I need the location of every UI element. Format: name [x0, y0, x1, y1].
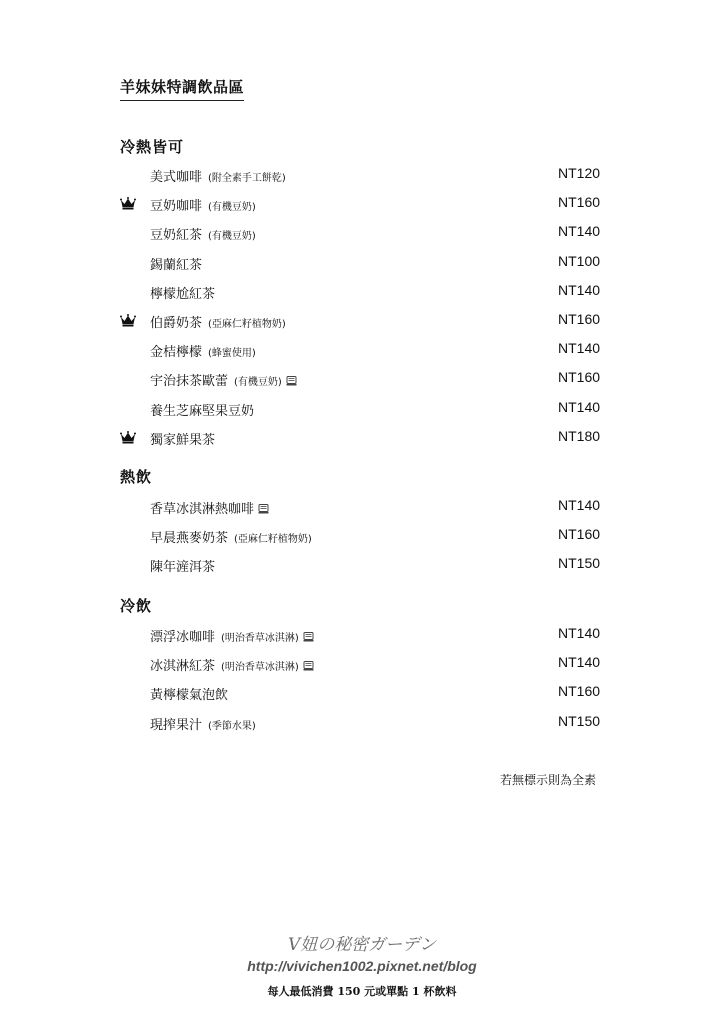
crown-icon	[120, 195, 136, 208]
menu-item-note: (亞麻仁籽植物奶)	[208, 319, 286, 330]
menu-item-note: (附全素手工餅乾)	[208, 173, 286, 184]
menu-item	[0, 163, 724, 187]
menu-item-name-group	[150, 166, 286, 185]
menu-item-price: NT140	[558, 340, 601, 357]
menu-item	[0, 221, 724, 245]
dessert-icon	[286, 375, 297, 385]
menu-item-price: NT140	[558, 223, 601, 240]
menu-item-price: NT140	[558, 497, 601, 513]
menu-item-name-group	[150, 254, 202, 273]
menu-item	[0, 426, 724, 450]
menu-item-name: 美式咖啡	[150, 170, 203, 185]
menu-item-name-group	[150, 429, 215, 448]
dessert-icon	[303, 660, 314, 670]
menu-item-price: NT160	[558, 311, 601, 327]
menu-item-name: 獨家鮮果茶	[150, 432, 216, 448]
menu-item-price: NT140	[558, 281, 601, 298]
crown-icon	[120, 312, 136, 325]
menu-item-name: 早晨燕麥奶茶	[150, 531, 229, 547]
menu-item-name: 錫蘭紅茶	[150, 257, 203, 273]
menu-item-name: 黃檸檬氣泡飲	[150, 688, 229, 704]
menu-item-name: 金桔檸檬	[150, 345, 203, 361]
menu-item-price: NT140	[558, 625, 601, 641]
menu-item-name-group	[150, 498, 269, 517]
minimum-spend-note: 每人最低消費 150 元或單點 1 杯飲料	[267, 985, 457, 998]
menu-item-name-group	[150, 556, 215, 575]
menu-item-name-group	[150, 312, 286, 331]
watermark-url: http://vivichen1002.pixnet.net/blog	[247, 958, 477, 974]
menu-item-name: 豆奶紅茶	[150, 228, 203, 244]
menu-item-name-group	[150, 714, 256, 733]
dessert-icon	[258, 503, 269, 513]
menu-item	[0, 338, 724, 362]
menu-item-note: (亞麻仁籽植物奶)	[234, 534, 312, 546]
menu-item-name-group	[150, 626, 314, 645]
menu-item	[0, 524, 724, 548]
menu-item-name-group	[150, 283, 215, 302]
menu-item	[0, 652, 724, 676]
menu-item-name: 宇治抹茶歐蕾	[150, 374, 229, 390]
page-title: 羊妹妹特調飲品區	[120, 76, 244, 101]
menu-item-name: 養生芝麻堅果豆奶	[150, 403, 255, 419]
menu-item-price: NT180	[558, 427, 601, 444]
menu-item-name-group	[150, 370, 297, 389]
menu-item-name-group	[150, 341, 256, 360]
watermark-title: V妞の秘密ガーデン	[288, 935, 436, 955]
menu-item	[0, 309, 724, 333]
menu-item-note: (有機豆奶)	[208, 231, 256, 243]
menu-item	[0, 280, 724, 304]
menu-item	[0, 251, 724, 275]
menu-item-price: NT160	[558, 683, 601, 700]
dessert-icon	[303, 631, 314, 641]
menu-item-name: 香草冰淇淋熱咖啡	[150, 502, 255, 517]
menu-item-name-group	[150, 195, 256, 214]
menu-item-price: NT140	[558, 398, 601, 415]
menu-item-price: NT150	[558, 712, 601, 729]
menu-item-note: (明治香草冰淇淋)	[221, 662, 299, 674]
menu-item	[0, 495, 724, 519]
menu-item-name: 冰淇淋紅茶	[150, 659, 216, 675]
menu-item-price: NT160	[558, 194, 601, 211]
section-heading: 熱飲	[120, 468, 153, 486]
menu-item-note: (明治香草冰淇淋)	[221, 633, 299, 644]
menu-item-name-group	[150, 684, 228, 703]
menu-item-name-group	[150, 224, 256, 243]
menu-item-note: (有機豆奶)	[208, 202, 256, 214]
menu-item	[0, 192, 724, 216]
menu-item-name: 豆奶咖啡	[150, 199, 203, 215]
menu-item-name-group	[150, 527, 312, 546]
menu-item	[0, 681, 724, 705]
crown-icon	[120, 429, 136, 442]
menu-item	[0, 711, 724, 735]
menu-item-price: NT160	[558, 369, 601, 386]
menu-item-name: 現搾果汁	[150, 717, 203, 733]
menu-item	[0, 623, 724, 647]
menu-item-note: (季節水果)	[208, 720, 256, 732]
menu-item-name: 陳年滻洱茶	[150, 560, 216, 576]
menu-item-note: (蜂蜜使用)	[208, 348, 256, 360]
menu-item-note: (有機豆奶)	[234, 377, 282, 389]
section-heading: 冷熱皆可	[120, 138, 185, 156]
menu-item	[0, 367, 724, 391]
menu-item-name: 伯爵奶茶	[150, 316, 203, 331]
menu-item	[0, 397, 724, 421]
vegan-footnote: 若無標示則為全素	[500, 773, 597, 787]
menu-item-name-group	[150, 655, 314, 674]
menu-item-name: 檸檬尬紅茶	[150, 286, 216, 302]
menu-item	[0, 553, 724, 577]
menu-item-name-group	[150, 400, 254, 419]
section-heading: 冷飲	[120, 597, 153, 615]
menu-item-price: NT140	[558, 654, 601, 671]
menu-item-price: NT120	[558, 165, 601, 181]
menu-item-price: NT150	[558, 555, 601, 572]
menu-item-price: NT100	[558, 252, 601, 269]
menu-item-price: NT160	[558, 526, 601, 543]
menu-item-name: 漂浮冰咖啡	[150, 630, 216, 645]
